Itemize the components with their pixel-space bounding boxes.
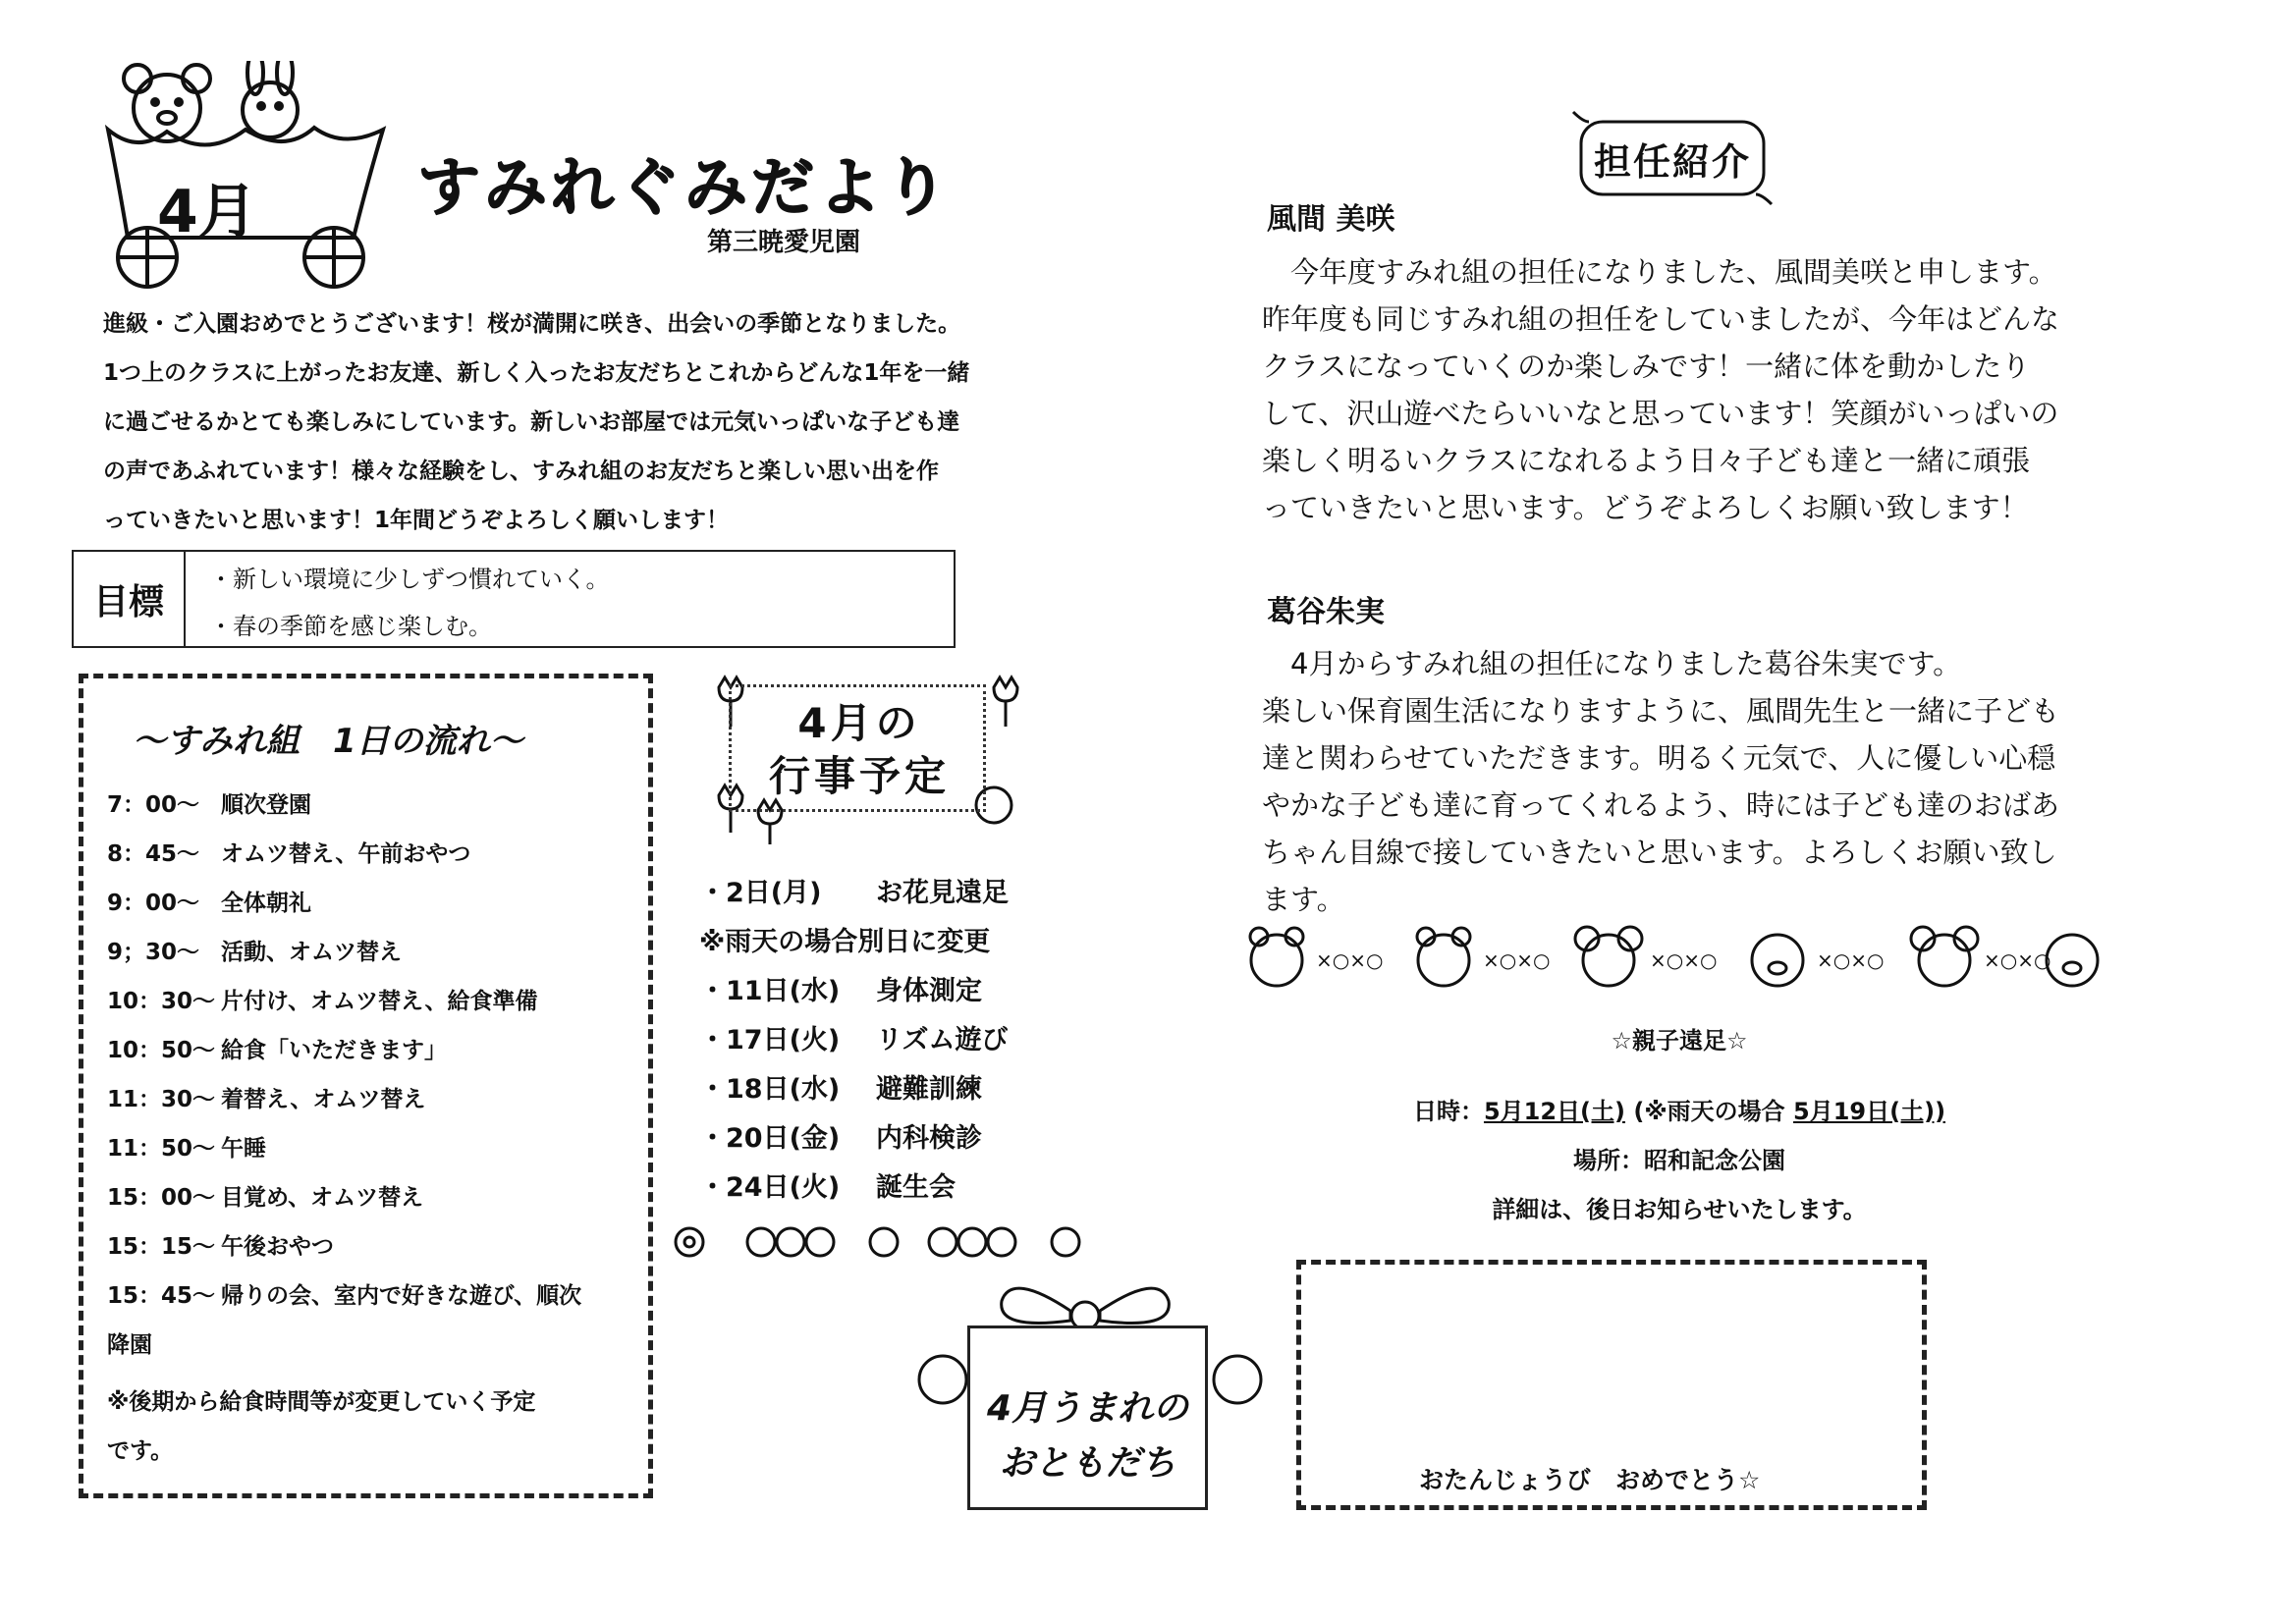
intro-line: っていきたいと思います！1年間どうぞよろしく願いします！ bbox=[103, 508, 730, 533]
event-name: 身体測定 bbox=[876, 976, 982, 1006]
flow-activity: 着替え、オムツ替え bbox=[221, 1087, 426, 1112]
event-name: 誕生会 bbox=[876, 1172, 956, 1203]
flow-time: 11：30～ bbox=[107, 1087, 216, 1112]
flow-activity: 活動、オムツ替え bbox=[221, 940, 402, 965]
svg-text:×○×○: ×○×○ bbox=[1984, 948, 2051, 972]
flow-row bbox=[107, 1279, 642, 1328]
flow-row bbox=[107, 1034, 642, 1083]
intro-line: 1つ上のクラスに上がったお友達、新しく入ったお友だちとこれからどんな1年を一緒 bbox=[103, 360, 970, 386]
flower-border-decoration bbox=[668, 1213, 1100, 1271]
mouse-face-icon bbox=[1911, 927, 1978, 986]
flow-row bbox=[107, 887, 642, 936]
svg-text:×○×○: ×○×○ bbox=[1650, 948, 1718, 972]
svg-text:×○×○: ×○×○ bbox=[1817, 948, 1885, 972]
flow-row bbox=[107, 838, 642, 887]
pig-face-icon bbox=[1752, 935, 1803, 986]
flow-time: 10：50～ bbox=[107, 1038, 216, 1063]
excursion-date-main: 5月12日(土) bbox=[1483, 1098, 1625, 1125]
event-item bbox=[699, 967, 1009, 1016]
teacher-intro-heading-box bbox=[1569, 110, 1776, 206]
flow-time: 7：00～ bbox=[107, 792, 200, 818]
teacher1-line: して、沢山遊べたらいいなと思っています！笑顔がいっぱいの bbox=[1262, 397, 2059, 430]
flow-time: 15：45～ bbox=[107, 1283, 216, 1309]
birthday-card-line: おともだち bbox=[999, 1443, 1176, 1484]
event-name: リズム遊び bbox=[876, 1025, 1009, 1055]
bear-face-icon bbox=[1417, 928, 1470, 986]
flow-time: 11：50～ bbox=[107, 1136, 216, 1162]
event-date: ・17日(火) bbox=[699, 1025, 841, 1055]
event-list bbox=[699, 869, 1009, 1213]
teacher1-name: 風間 美咲 bbox=[1267, 202, 1395, 237]
flow-note: ※後期から給食時間等が変更していく予定 bbox=[107, 1389, 536, 1415]
intro-paragraph bbox=[103, 299, 997, 545]
teacher1-line: っていきたいと思います。どうぞよろしくお願い致します！ bbox=[1262, 491, 2029, 524]
event-title-line: 4月の bbox=[797, 699, 921, 747]
daily-flow-list bbox=[107, 788, 642, 1476]
event-item bbox=[699, 1016, 1009, 1065]
birthday-message-box bbox=[1296, 1260, 1927, 1510]
event-date: ・24日(火) bbox=[699, 1172, 841, 1203]
animal-faces-divider bbox=[1247, 923, 2102, 992]
event-date: ※雨天の場合別日に変更 bbox=[699, 927, 991, 957]
excursion-title: ☆親子遠足☆ bbox=[1611, 1027, 1748, 1055]
excursion-date bbox=[1267, 1087, 2092, 1136]
flow-activity: 片付け、オムツ替え、給食準備 bbox=[221, 989, 538, 1014]
flow-row bbox=[107, 985, 642, 1034]
flow-time: 10：30～ bbox=[107, 989, 216, 1014]
flow-row bbox=[107, 1181, 642, 1230]
birthday-card-title bbox=[970, 1381, 1205, 1491]
event-schedule-title bbox=[751, 697, 967, 803]
teacher1-paragraph bbox=[1262, 248, 2059, 531]
flow-note: です。 bbox=[107, 1438, 174, 1464]
flow-row bbox=[107, 1083, 642, 1132]
event-name: お花見遠足 bbox=[876, 878, 1009, 908]
teacher1-line: 昨年度も同じすみれ組の担任をしていましたが、今年はどんな bbox=[1262, 302, 2060, 336]
flow-activity: 午睡 bbox=[221, 1136, 266, 1162]
event-title-line: 行事予定 bbox=[768, 752, 950, 800]
month-badge: 4月 bbox=[157, 178, 257, 246]
teacher1-line: 楽しく明るいクラスになれるよう日々子ども達と一緒に頑張 bbox=[1262, 444, 2031, 477]
flow-activity: 全体朝礼 bbox=[221, 891, 311, 916]
daily-flow-box bbox=[79, 674, 653, 1498]
event-note bbox=[699, 918, 1009, 967]
flow-continuation: 降園 bbox=[107, 1332, 152, 1358]
excursion-place: 場所：昭和記念公園 bbox=[1573, 1147, 1785, 1174]
flow-row bbox=[107, 788, 642, 838]
teacher-intro-heading: 担任紹介 bbox=[1593, 140, 1751, 184]
goal-item: ・新しい環境に少しずつ慣れていく。 bbox=[209, 566, 610, 593]
svg-text:×○×○: ×○×○ bbox=[1483, 948, 1551, 972]
bear-face-icon bbox=[1250, 928, 1303, 986]
teacher2-line: 達と関わらせていただきます。明るく元気で、人に優しい心穏 bbox=[1262, 741, 2056, 775]
bear-icon bbox=[1214, 1356, 1261, 1403]
svg-text:×○×○: ×○×○ bbox=[1316, 948, 1384, 972]
goals-label: 目標 bbox=[74, 552, 186, 646]
intro-line: の声であふれています！様々な経験をし、すみれ組のお友だちと楽しい思い出を作 bbox=[103, 459, 939, 484]
rabbit-icon bbox=[919, 1356, 966, 1403]
flow-time: 9：00～ bbox=[107, 891, 200, 916]
flow-activity: オムツ替え、午前おやつ bbox=[221, 841, 471, 867]
teacher2-name: 葛谷朱実 bbox=[1267, 595, 1385, 629]
teacher1-line: 今年度すみれ組の担任になりました、風間美咲と申します。 bbox=[1262, 255, 2057, 289]
flow-activity: 順次登園 bbox=[221, 792, 311, 818]
flow-row bbox=[107, 1132, 642, 1181]
event-name: 内科検診 bbox=[876, 1123, 982, 1154]
flow-row bbox=[107, 1230, 642, 1279]
teacher2-line: やかな子ども達に育ってくれるよう、時には子ども達のおばあ bbox=[1262, 788, 2060, 822]
teacher2-line: 4月からすみれ組の担任になりました葛谷朱実です。 bbox=[1262, 647, 1962, 680]
excursion-date-mid: (※雨天の場合 bbox=[1633, 1098, 1785, 1125]
event-date: ・18日(水) bbox=[699, 1074, 841, 1105]
excursion-details: 詳細は、後日お知らせいたします。 bbox=[1492, 1196, 1867, 1223]
event-item bbox=[699, 1163, 1009, 1213]
event-item bbox=[699, 869, 1009, 918]
flow-activity: 目覚め、オムツ替え bbox=[221, 1185, 424, 1211]
event-name: 避難訓練 bbox=[876, 1074, 982, 1105]
teacher2-line: ちゃん目線で接していきたいと思います。よろしくお願い致し bbox=[1262, 836, 2057, 869]
event-item bbox=[699, 1114, 1009, 1163]
excursion-date-prefix: 日時： bbox=[1412, 1098, 1484, 1125]
flow-time: 15：15～ bbox=[107, 1234, 216, 1260]
birthday-card-line: 4月うまれの bbox=[986, 1388, 1189, 1429]
birthday-message: おたんじょうび おめでとう☆ bbox=[1419, 1466, 1761, 1494]
flow-activity: 給食「いただきます」 bbox=[221, 1038, 447, 1063]
intro-line: 進級・ご入園おめでとうございます！桜が満開に咲き、出会いの季節となりました。 bbox=[103, 311, 961, 337]
teacher2-paragraph bbox=[1262, 640, 2059, 923]
mouse-face-icon bbox=[1575, 927, 1642, 986]
event-date: ・11日(水) bbox=[699, 976, 841, 1006]
teacher2-line: ます。 bbox=[1262, 883, 1345, 916]
flow-time: 8：45～ bbox=[107, 841, 200, 867]
goals-table bbox=[72, 550, 956, 648]
goal-item: ・春の季節を感じ楽しむ。 bbox=[209, 613, 492, 640]
event-item bbox=[699, 1065, 1009, 1114]
flow-time: 9；30～ bbox=[107, 940, 200, 965]
excursion-date-rain: 5月19日(土)) bbox=[1793, 1098, 1946, 1125]
excursion-section bbox=[1267, 1016, 2092, 1234]
event-date: ・2日(月) bbox=[699, 878, 822, 908]
teacher2-line: 楽しい保育園生活になりますように、風間先生と一緒に子ども bbox=[1262, 694, 2060, 728]
event-date: ・20日(金) bbox=[699, 1123, 841, 1154]
pig-face-icon bbox=[2047, 935, 2098, 986]
newsletter-title: すみれぐみだより bbox=[417, 152, 952, 225]
intro-line: に過ごせるかとても楽しみにしています。新しいお部屋では元気いっぱいな子ども達 bbox=[103, 409, 960, 435]
flow-activity: 午後おやつ bbox=[221, 1234, 334, 1260]
event-schedule-title-box bbox=[729, 684, 986, 812]
flow-row bbox=[107, 936, 642, 985]
teacher1-line: クラスになっていくのか楽しみです！一緒に体を動かしたり bbox=[1262, 350, 2031, 383]
flow-activity: 帰りの会、室内で好きな遊び、順次 bbox=[221, 1283, 582, 1309]
flow-time: 15：00～ bbox=[107, 1185, 216, 1211]
birthday-card bbox=[967, 1325, 1208, 1510]
daily-flow-title: ～すみれ組 1日の流れ～ bbox=[133, 722, 523, 761]
school-name: 第三暁愛児園 bbox=[707, 228, 861, 257]
